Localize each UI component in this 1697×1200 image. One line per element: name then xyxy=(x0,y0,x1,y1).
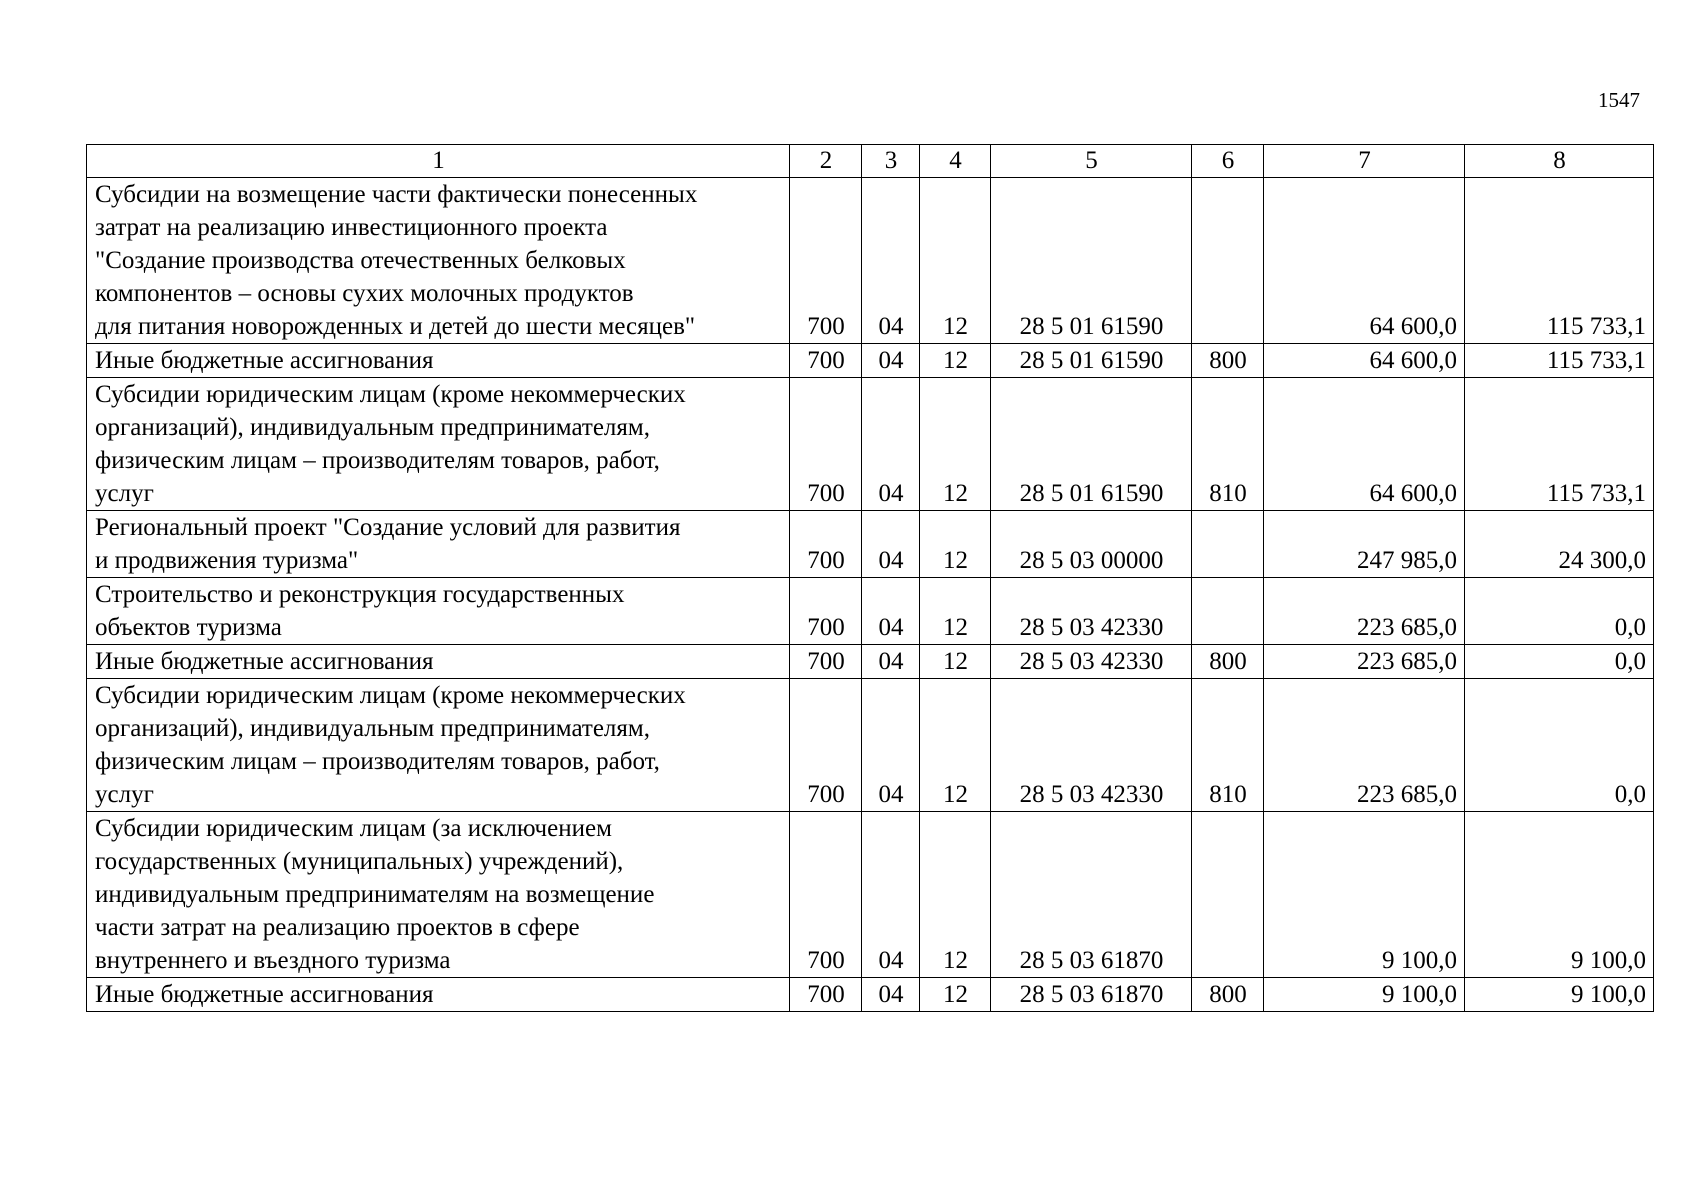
expense-type-cell: 810 xyxy=(1192,679,1264,812)
target-article-cell: 28 5 01 61590 xyxy=(991,178,1192,344)
expense-type-cell xyxy=(1192,578,1264,645)
amount-col8-cell: 115 733,1 xyxy=(1465,178,1654,344)
expense-name-cell: Субсидии юридическим лицам (кроме некоммерческих организаций), индивидуальным предпринимателям, физическим лицам – производителям товаров, работ, услуг xyxy=(87,679,790,812)
table-row xyxy=(87,178,1654,344)
target-article-cell: 28 5 03 00000 xyxy=(991,511,1192,578)
table-row xyxy=(87,978,1654,1012)
table-row xyxy=(87,578,1654,645)
amount-col7-cell: 247 985,0 xyxy=(1264,511,1465,578)
ministry-code-cell: 700 xyxy=(790,344,862,378)
amount-col8-cell: 9 100,0 xyxy=(1465,978,1654,1012)
expense-name-cell: Иные бюджетные ассигнования xyxy=(87,344,790,378)
amount-col8-cell: 24 300,0 xyxy=(1465,511,1654,578)
amount-col8-cell: 115 733,1 xyxy=(1465,378,1654,511)
target-article-cell: 28 5 01 61590 xyxy=(991,344,1192,378)
amount-col8-cell: 0,0 xyxy=(1465,679,1654,812)
section-code-cell: 04 xyxy=(862,645,920,679)
expense-name-cell: Субсидии на возмещение части фактически понесенных затрат на реализацию инвестиционного проекта "Создание производства отечественных белковых компонентов – основы сухих молочных продуктов для питания новорожденных и детей до шести месяцев" xyxy=(87,178,790,344)
subsection-code-cell: 12 xyxy=(920,578,991,645)
section-code-cell: 04 xyxy=(862,344,920,378)
header-cell-3: 3 xyxy=(862,145,920,178)
expense-name-cell: Региональный проект "Создание условий для развития и продвижения туризма" xyxy=(87,511,790,578)
ministry-code-cell: 700 xyxy=(790,378,862,511)
target-article-cell: 28 5 03 42330 xyxy=(991,679,1192,812)
expense-type-cell xyxy=(1192,812,1264,978)
table-row xyxy=(87,645,1654,679)
expense-name-cell: Строительство и реконструкция государственных объектов туризма xyxy=(87,578,790,645)
page-number: 1547 xyxy=(1598,88,1640,112)
amount-col7-cell: 223 685,0 xyxy=(1264,679,1465,812)
target-article-cell: 28 5 01 61590 xyxy=(991,378,1192,511)
amount-col8-cell: 0,0 xyxy=(1465,645,1654,679)
table-row xyxy=(87,812,1654,978)
target-article-cell: 28 5 03 61870 xyxy=(991,812,1192,978)
amount-col7-cell: 64 600,0 xyxy=(1264,378,1465,511)
table-row xyxy=(87,679,1654,812)
expense-name-cell: Субсидии юридическим лицам (кроме некоммерческих организаций), индивидуальным предпринимателям, физическим лицам – производителям товаров, работ, услуг xyxy=(87,378,790,511)
budget-table xyxy=(86,144,1654,1012)
amount-col7-cell: 9 100,0 xyxy=(1264,978,1465,1012)
ministry-code-cell: 700 xyxy=(790,978,862,1012)
header-cell-7: 7 xyxy=(1264,145,1465,178)
section-code-cell: 04 xyxy=(862,578,920,645)
header-cell-4: 4 xyxy=(920,145,991,178)
subsection-code-cell: 12 xyxy=(920,511,991,578)
ministry-code-cell: 700 xyxy=(790,679,862,812)
amount-col8-cell: 0,0 xyxy=(1465,578,1654,645)
target-article-cell: 28 5 03 42330 xyxy=(991,578,1192,645)
expense-name-cell: Иные бюджетные ассигнования xyxy=(87,645,790,679)
section-code-cell: 04 xyxy=(862,378,920,511)
subsection-code-cell: 12 xyxy=(920,344,991,378)
amount-col8-cell: 115 733,1 xyxy=(1465,344,1654,378)
header-cell-2: 2 xyxy=(790,145,862,178)
target-article-cell: 28 5 03 42330 xyxy=(991,645,1192,679)
subsection-code-cell: 12 xyxy=(920,178,991,344)
expense-type-cell xyxy=(1192,178,1264,344)
ministry-code-cell: 700 xyxy=(790,511,862,578)
amount-col7-cell: 223 685,0 xyxy=(1264,645,1465,679)
header-cell-6: 6 xyxy=(1192,145,1264,178)
subsection-code-cell: 12 xyxy=(920,645,991,679)
expense-type-cell: 800 xyxy=(1192,645,1264,679)
expense-name-cell: Субсидии юридическим лицам (за исключением государственных (муниципальных) учреждений), индивидуальным предпринимателям на возмещение части затрат на реализацию проектов в сфере внутреннего и въездного туризма xyxy=(87,812,790,978)
header-cell-1: 1 xyxy=(87,145,790,178)
subsection-code-cell: 12 xyxy=(920,812,991,978)
amount-col7-cell: 64 600,0 xyxy=(1264,344,1465,378)
expense-type-cell xyxy=(1192,511,1264,578)
table-row xyxy=(87,511,1654,578)
ministry-code-cell: 700 xyxy=(790,812,862,978)
ministry-code-cell: 700 xyxy=(790,178,862,344)
header-cell-5: 5 xyxy=(991,145,1192,178)
amount-col8-cell: 9 100,0 xyxy=(1465,812,1654,978)
table-header-row xyxy=(87,145,1654,178)
subsection-code-cell: 12 xyxy=(920,679,991,812)
amount-col7-cell: 223 685,0 xyxy=(1264,578,1465,645)
expense-type-cell: 800 xyxy=(1192,344,1264,378)
section-code-cell: 04 xyxy=(862,812,920,978)
target-article-cell: 28 5 03 61870 xyxy=(991,978,1192,1012)
expense-name-cell: Иные бюджетные ассигнования xyxy=(87,978,790,1012)
section-code-cell: 04 xyxy=(862,679,920,812)
subsection-code-cell: 12 xyxy=(920,378,991,511)
table-row xyxy=(87,378,1654,511)
section-code-cell: 04 xyxy=(862,178,920,344)
amount-col7-cell: 9 100,0 xyxy=(1264,812,1465,978)
expense-type-cell: 810 xyxy=(1192,378,1264,511)
expense-type-cell: 800 xyxy=(1192,978,1264,1012)
table-row xyxy=(87,344,1654,378)
section-code-cell: 04 xyxy=(862,511,920,578)
ministry-code-cell: 700 xyxy=(790,578,862,645)
subsection-code-cell: 12 xyxy=(920,978,991,1012)
ministry-code-cell: 700 xyxy=(790,645,862,679)
header-cell-8: 8 xyxy=(1465,145,1654,178)
section-code-cell: 04 xyxy=(862,978,920,1012)
amount-col7-cell: 64 600,0 xyxy=(1264,178,1465,344)
